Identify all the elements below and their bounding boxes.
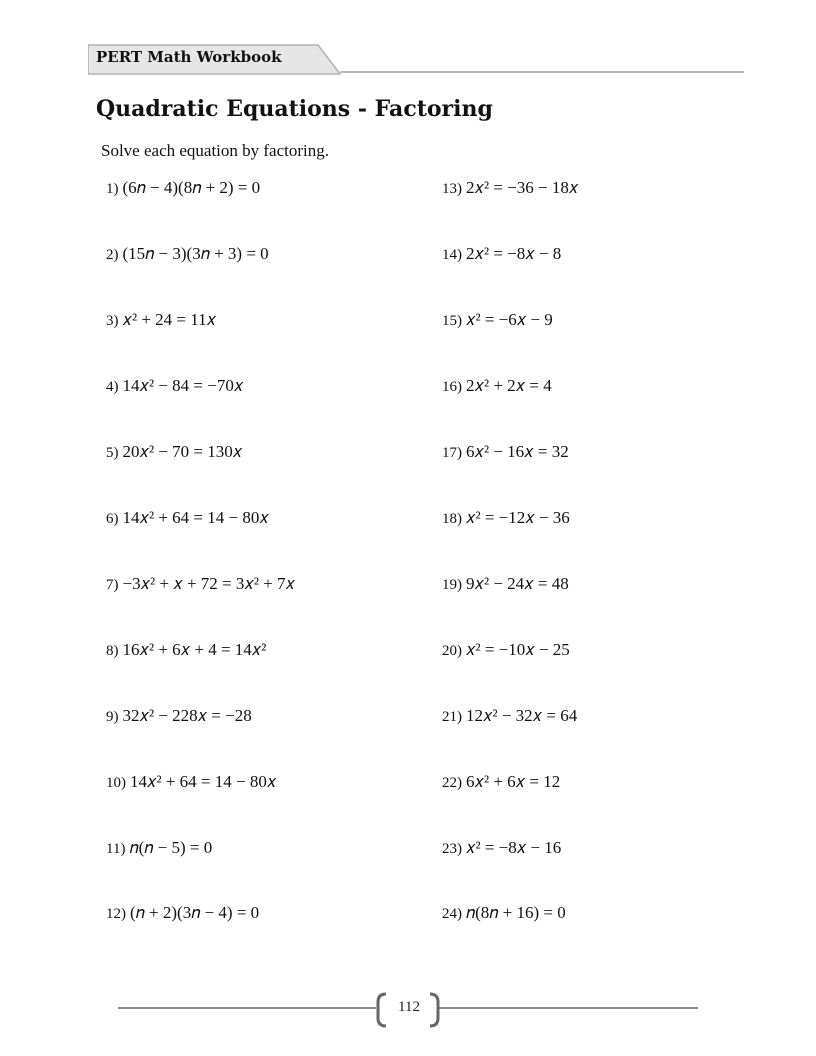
problem-equation: 6𝑥² − 16𝑥 = 32 bbox=[466, 442, 569, 461]
problem-6 bbox=[106, 508, 269, 532]
problem-equation: (15𝑛 − 3)(3𝑛 + 3) = 0 bbox=[122, 244, 269, 263]
problem-8 bbox=[106, 640, 266, 664]
page-number: 112 bbox=[398, 999, 420, 1015]
problem-12 bbox=[106, 903, 259, 927]
instructions: Solve each equation by factoring. bbox=[101, 141, 330, 160]
problem-number: 8) bbox=[106, 643, 119, 659]
footer-rule-left bbox=[118, 1007, 376, 1009]
problem-19 bbox=[442, 574, 569, 598]
header-title: PERT Math Workbook bbox=[96, 48, 282, 66]
problem-17 bbox=[442, 442, 569, 466]
problem-number: 11) bbox=[106, 841, 126, 857]
problem-number: 5) bbox=[106, 445, 119, 461]
problem-number: 6) bbox=[106, 511, 119, 527]
problem-number: 3) bbox=[106, 313, 119, 329]
problem-number: 4) bbox=[106, 379, 119, 395]
problem-number: 14) bbox=[442, 247, 462, 263]
problem-5 bbox=[106, 442, 242, 466]
footer-bracket-left bbox=[374, 992, 388, 1028]
problem-13 bbox=[442, 178, 578, 202]
problem-16 bbox=[442, 376, 552, 400]
problem-24 bbox=[442, 903, 566, 927]
problem-18 bbox=[442, 508, 570, 532]
page-title: Quadratic Equations - Factoring bbox=[96, 96, 493, 122]
problem-number: 10) bbox=[106, 775, 126, 791]
problem-3 bbox=[106, 310, 216, 334]
problem-equation: 𝑛(8𝑛 + 16) = 0 bbox=[466, 903, 566, 922]
problem-15 bbox=[442, 310, 553, 334]
footer-rule-right bbox=[438, 1007, 698, 1009]
problem-number: 19) bbox=[442, 577, 462, 593]
problem-equation: 20𝑥² − 70 = 130𝑥 bbox=[122, 442, 243, 461]
problem-number: 7) bbox=[106, 577, 119, 593]
problem-number: 16) bbox=[442, 379, 462, 395]
problem-equation: 12𝑥² − 32𝑥 = 64 bbox=[466, 706, 578, 725]
problem-number: 2) bbox=[106, 247, 119, 263]
problem-2 bbox=[106, 244, 269, 268]
problem-number: 9) bbox=[106, 709, 119, 725]
problem-equation: 2𝑥² + 2𝑥 = 4 bbox=[466, 376, 552, 395]
problem-equation: 32𝑥² − 228𝑥 = −28 bbox=[122, 706, 252, 725]
problem-equation: 2𝑥² = −8𝑥 − 8 bbox=[466, 244, 562, 263]
problem-number: 15) bbox=[442, 313, 462, 329]
problem-equation: 6𝑥² + 6𝑥 = 12 bbox=[466, 772, 561, 791]
problem-7 bbox=[106, 574, 295, 598]
problem-equation: 𝑥² = −12𝑥 − 36 bbox=[466, 508, 570, 527]
problem-equation: −3𝑥² + 𝑥 + 72 = 3𝑥² + 7𝑥 bbox=[122, 574, 296, 593]
problem-number: 18) bbox=[442, 511, 462, 527]
problem-equation: 16𝑥² + 6𝑥 + 4 = 14𝑥² bbox=[122, 640, 267, 659]
problem-number: 22) bbox=[442, 775, 462, 791]
problem-number: 23) bbox=[442, 841, 462, 857]
problem-number: 24) bbox=[442, 906, 462, 922]
problem-equation: 14𝑥² + 64 = 14 − 80𝑥 bbox=[130, 772, 277, 791]
problem-equation: 2𝑥² = −36 − 18𝑥 bbox=[466, 178, 579, 197]
problem-4 bbox=[106, 376, 243, 400]
problem-number: 12) bbox=[106, 906, 126, 922]
problem-23 bbox=[442, 838, 561, 862]
problem-9 bbox=[106, 706, 252, 730]
problem-22 bbox=[442, 772, 560, 796]
problem-equation: 14𝑥² − 84 = −70𝑥 bbox=[122, 376, 244, 395]
problem-equation: 9𝑥² − 24𝑥 = 48 bbox=[466, 574, 569, 593]
problem-number: 20) bbox=[442, 643, 462, 659]
problem-1 bbox=[106, 178, 260, 202]
footer-bracket-right bbox=[428, 992, 442, 1028]
problem-number: 1) bbox=[106, 181, 119, 197]
header-rule bbox=[340, 71, 744, 73]
problem-14 bbox=[442, 244, 561, 268]
problem-number: 13) bbox=[442, 181, 462, 197]
problem-number: 17) bbox=[442, 445, 462, 461]
problem-equation: 𝑥² = −10𝑥 − 25 bbox=[466, 640, 570, 659]
problem-number: 21) bbox=[442, 709, 462, 725]
problem-equation: 𝑛(𝑛 − 5) = 0 bbox=[129, 838, 213, 857]
problem-11 bbox=[106, 838, 212, 862]
problem-equation: 14𝑥² + 64 = 14 − 80𝑥 bbox=[122, 508, 269, 527]
problem-equation: (6𝑛 − 4)(8𝑛 + 2) = 0 bbox=[122, 178, 261, 197]
problem-equation: (𝑛 + 2)(3𝑛 − 4) = 0 bbox=[130, 903, 260, 922]
problem-20 bbox=[442, 640, 570, 664]
problem-10 bbox=[106, 772, 276, 796]
problem-equation: 𝑥² + 24 = 11𝑥 bbox=[122, 310, 217, 329]
problem-equation: 𝑥² = −8𝑥 − 16 bbox=[466, 838, 562, 857]
problem-equation: 𝑥² = −6𝑥 − 9 bbox=[466, 310, 553, 329]
problem-21 bbox=[442, 706, 577, 730]
